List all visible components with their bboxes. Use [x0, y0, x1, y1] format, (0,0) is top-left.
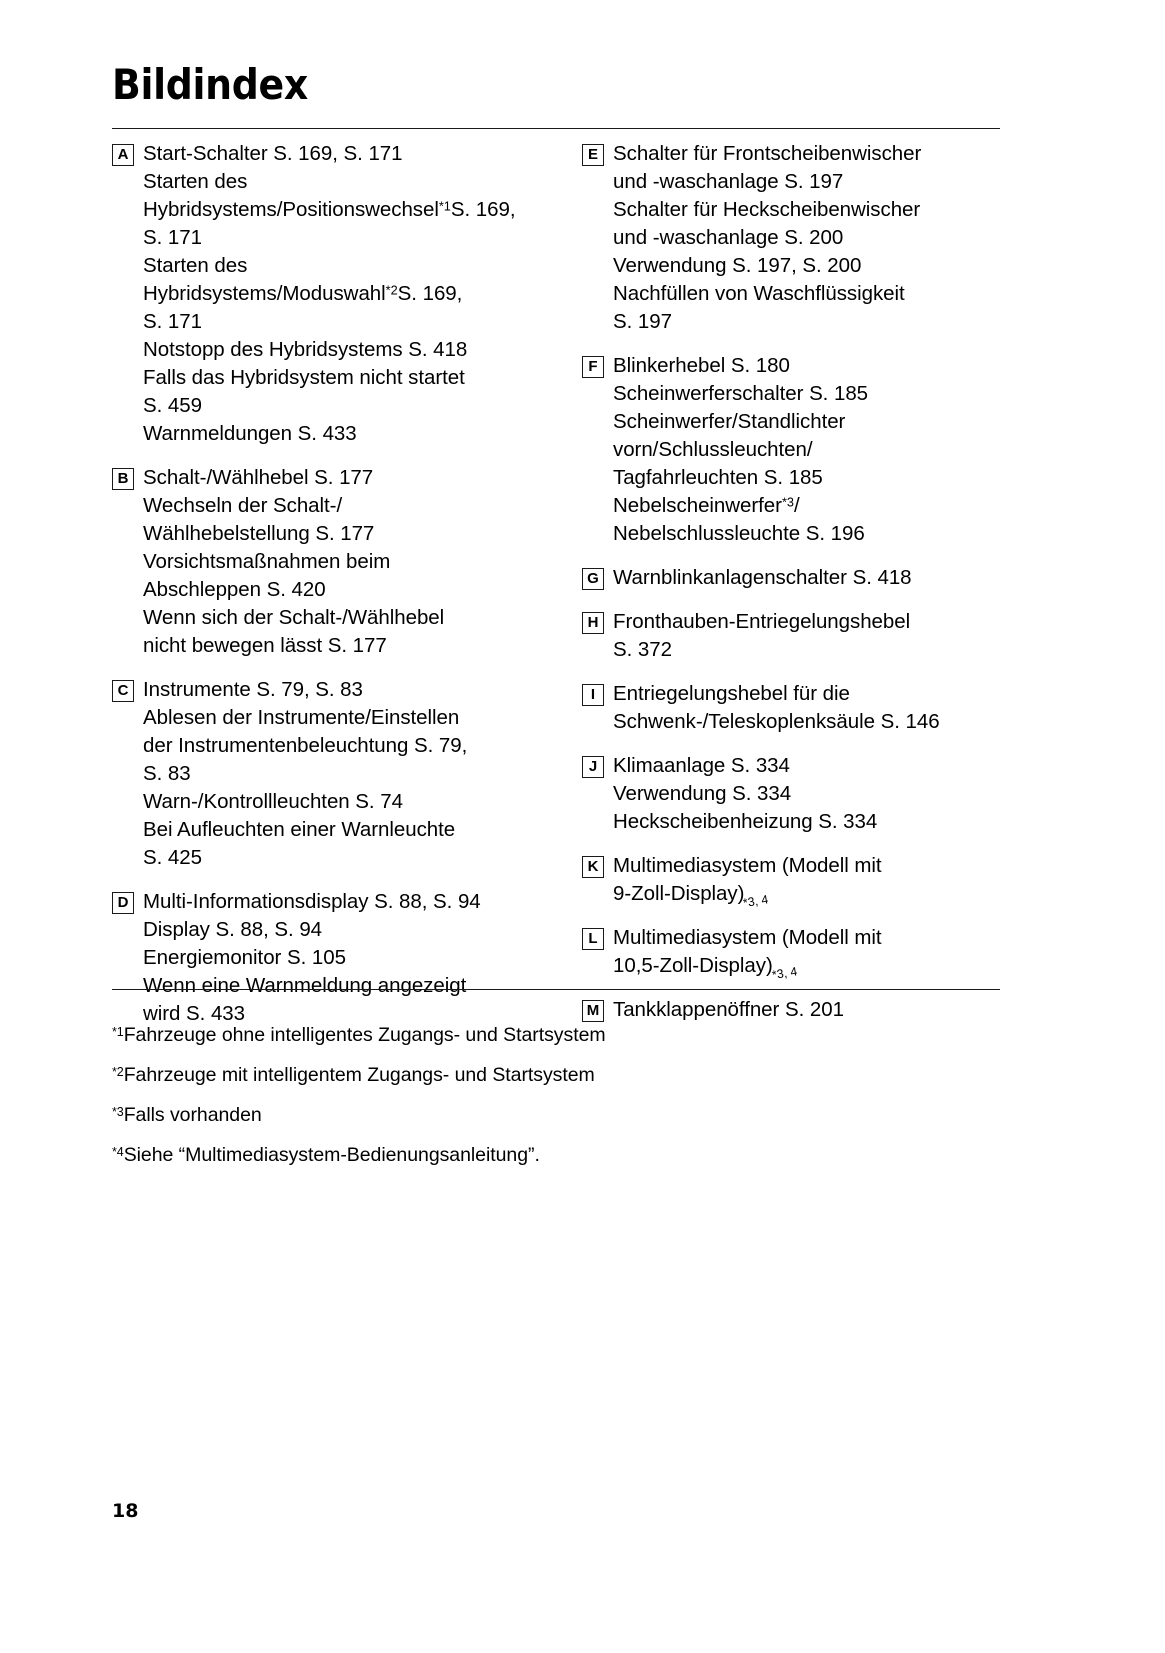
footnote-reference: *3, 4	[742, 892, 770, 911]
entry-text-block	[613, 680, 1004, 736]
entry-sub-line	[613, 436, 1004, 464]
entry-sub-line	[143, 168, 572, 196]
index-entry	[582, 924, 1004, 983]
footnote-marker: *1	[112, 1024, 124, 1039]
entry-marker: C	[112, 680, 134, 702]
entry-heading-line	[613, 352, 1004, 380]
entry-marker: L	[582, 928, 604, 950]
entry-line-text: Nachfüllen von Waschflüssigkeit	[613, 282, 905, 305]
entry-text-block	[143, 140, 572, 448]
entry-line-text: Verwendung S. 334	[613, 782, 792, 805]
entry-sub-line	[613, 636, 1004, 664]
entry-sub-line	[613, 252, 1004, 280]
entry-line-text: Schalter für Heckscheibenwischer	[613, 198, 921, 221]
entry-marker: D	[112, 892, 134, 914]
entry-line-text: Blinkerhebel S. 180	[613, 354, 790, 377]
entry-sub-line	[143, 604, 572, 632]
entry-line-text: Tankklappenöffner S. 201	[613, 998, 844, 1021]
entry-sub-line	[143, 944, 572, 972]
entry-sub-line	[143, 916, 572, 944]
entry-line-text: Wählhebelstellung S. 177	[143, 522, 375, 545]
entry-line-text: vorn/Schlussleuchten/	[613, 438, 813, 461]
page-title: Bildindex	[112, 60, 308, 110]
entry-heading-line	[143, 888, 572, 916]
entry-line-text: S. 197	[613, 310, 672, 333]
footnote-text: Falls vorhanden	[123, 1104, 262, 1126]
footnote-item	[112, 1022, 1012, 1048]
footnote-reference: *2	[385, 282, 398, 298]
entry-line-text: Instrumente S. 79, S. 83	[143, 678, 363, 701]
entry-sub-line	[143, 196, 572, 224]
footer-divider	[112, 989, 1000, 990]
entry-heading-line	[613, 564, 1004, 592]
entry-sub-line	[613, 880, 1004, 911]
entry-sub-line	[143, 972, 572, 1000]
entry-sub-line	[613, 520, 1004, 548]
page-number: 18	[112, 1500, 139, 1522]
entry-sub-line	[613, 308, 1004, 336]
entry-heading-line	[613, 608, 1004, 636]
entry-line-text: Fronthauben-Entriegelungshebel	[613, 610, 911, 633]
entry-line-text: Ablesen der Instrumente/Einstellen	[143, 706, 460, 729]
entry-text-block	[613, 852, 1004, 911]
entry-sub-line	[143, 732, 572, 760]
footnote-item	[112, 1062, 1012, 1088]
entry-marker: B	[112, 468, 134, 490]
entry-line-text: S. 459	[143, 394, 202, 417]
entry-marker: K	[582, 856, 604, 878]
entry-line-text: Hybridsystems/Moduswahl	[143, 282, 386, 305]
index-column-right	[582, 140, 1004, 1028]
entry-line-text: Multimediasystem (Modell mit	[613, 926, 882, 949]
entry-heading-line	[613, 680, 1004, 708]
index-entry	[112, 676, 572, 872]
entry-text-block	[143, 888, 572, 1028]
index-entry	[582, 352, 1004, 548]
footnote-text: Siehe “Multimediasystem-Bedienungsanleitung”.	[123, 1144, 540, 1166]
entry-line-text: Warnmeldungen S. 433	[143, 422, 357, 445]
entry-sub-line	[613, 196, 1004, 224]
entry-line-text: S. 171	[143, 310, 202, 333]
index-entry	[582, 680, 1004, 736]
entry-line-text: Start-Schalter S. 169, S. 171	[143, 142, 403, 165]
entry-line-text: Wechseln der Schalt-/	[143, 494, 343, 517]
header-divider	[112, 128, 1000, 129]
footnote-reference: *1	[438, 198, 451, 214]
entry-line-text: S. 425	[143, 846, 202, 869]
entry-sub-line	[613, 780, 1004, 808]
footnote-marker: *4	[112, 1144, 124, 1159]
entry-line-text: S. 83	[143, 762, 191, 785]
entry-sub-line	[143, 520, 572, 548]
index-entry	[582, 608, 1004, 664]
entry-line-text: Bei Aufleuchten einer Warnleuchte	[143, 818, 456, 841]
entry-text-block	[613, 140, 1004, 336]
entry-line-text: Warnblinkanlagenschalter S. 418	[613, 566, 912, 589]
entry-sub-line	[143, 280, 572, 308]
entry-text-block	[613, 564, 1004, 592]
index-columns	[112, 140, 1004, 1028]
entry-heading-line	[613, 924, 1004, 952]
entry-sub-line	[143, 308, 572, 336]
entry-line-text: 10,5-Zoll-Display)	[613, 954, 773, 977]
entry-line-text: Heckscheibenheizung S. 334	[613, 810, 878, 833]
footnote-list	[112, 1022, 1012, 1168]
index-entry	[582, 752, 1004, 836]
entry-heading-line	[613, 852, 1004, 880]
entry-line-text: wird S. 433	[143, 1002, 246, 1025]
entry-line-text: der Instrumentenbeleuchtung S. 79,	[143, 734, 468, 757]
entry-line-text: Multi-Informationsdisplay S. 88, S. 94	[143, 890, 481, 913]
entry-sub-line	[143, 224, 572, 252]
entry-line-text: Nebelscheinwerfer	[613, 494, 782, 517]
entry-sub-line	[613, 380, 1004, 408]
entry-line-text: Abschleppen S. 420	[143, 578, 326, 601]
entry-line-text: Notstopp des Hybridsystems S. 418	[143, 338, 468, 361]
entry-marker: J	[582, 756, 604, 778]
entry-sub-line	[143, 392, 572, 420]
entry-marker: E	[582, 144, 604, 166]
entry-heading-line	[143, 140, 572, 168]
entry-line-text: Entriegelungshebel für die	[613, 682, 850, 705]
entry-line-text: Tagfahrleuchten S. 185	[613, 466, 823, 489]
entry-line-text: Falls das Hybridsystem nicht startet	[143, 366, 465, 389]
entry-line-text: und -waschanlage S. 197	[613, 170, 844, 193]
entry-text-block	[613, 924, 1004, 983]
index-entry	[582, 140, 1004, 336]
entry-sub-line	[613, 492, 1004, 520]
entry-sub-line	[613, 168, 1004, 196]
entry-marker: M	[582, 1000, 604, 1022]
entry-sub-line	[143, 492, 572, 520]
entry-sub-line	[143, 420, 572, 448]
entry-line-text: Starten des	[143, 170, 248, 193]
entry-heading-line	[143, 676, 572, 704]
entry-line-text: S. 372	[613, 638, 672, 661]
entry-text-block	[613, 996, 1004, 1024]
entry-line-text: Warn-/Kontrollleuchten S. 74	[143, 790, 403, 813]
footnote-reference: *3	[781, 494, 794, 510]
index-entry	[112, 140, 572, 448]
footnote-text: Fahrzeuge ohne intelligentes Zugangs- und Startsystem	[123, 1024, 606, 1046]
entry-heading-line	[613, 140, 1004, 168]
index-entry	[582, 564, 1004, 592]
entry-line-text: Starten des	[143, 254, 248, 277]
entry-sub-line	[613, 224, 1004, 252]
entry-heading-line	[613, 752, 1004, 780]
index-entry	[582, 996, 1004, 1024]
entry-line-text: Schalter für Frontscheibenwischer	[613, 142, 922, 165]
entry-line-text: Scheinwerfer/Standlichter	[613, 410, 846, 433]
entry-heading-line	[143, 464, 572, 492]
entry-marker: F	[582, 356, 604, 378]
entry-sub-line	[143, 704, 572, 732]
entry-sub-line	[143, 844, 572, 872]
entry-line-text: Energiemonitor S. 105	[143, 946, 346, 969]
footnote-text: Fahrzeuge mit intelligentem Zugangs- und Startsystem	[123, 1064, 595, 1086]
entry-text-block	[143, 676, 572, 872]
entry-marker: G	[582, 568, 604, 590]
entry-sub-line	[143, 336, 572, 364]
footnote-marker: *2	[112, 1064, 124, 1079]
entry-line-text: Multimediasystem (Modell mit	[613, 854, 882, 877]
entry-line-suffix: S. 169,	[450, 198, 516, 221]
entry-line-text: Schalt-/Wählhebel S. 177	[143, 466, 374, 489]
index-entry	[112, 888, 572, 1028]
entry-sub-line	[613, 408, 1004, 436]
entry-sub-line	[143, 632, 572, 660]
entry-text-block	[613, 608, 1004, 664]
entry-line-text: Hybridsystems/Positionswechsel	[143, 198, 439, 221]
entry-line-text: 9-Zoll-Display)	[613, 882, 745, 905]
entry-heading-line	[613, 996, 1004, 1024]
entry-line-text: Nebelschlussleuchte S. 196	[613, 522, 865, 545]
entry-sub-line	[143, 364, 572, 392]
entry-marker: I	[582, 684, 604, 706]
entry-sub-line	[143, 576, 572, 604]
footnote-item	[112, 1142, 1012, 1168]
entry-marker: H	[582, 612, 604, 634]
entry-line-text: Schwenk-/Teleskoplenksäule S. 146	[613, 710, 940, 733]
entry-line-text: Wenn eine Warnmeldung angezeigt	[143, 974, 467, 997]
entry-sub-line	[143, 548, 572, 576]
index-entry	[582, 852, 1004, 911]
entry-text-block	[613, 352, 1004, 548]
index-entry	[112, 464, 572, 660]
entry-sub-line	[143, 816, 572, 844]
entry-line-text: Verwendung S. 197, S. 200	[613, 254, 862, 277]
entry-text-block	[143, 464, 572, 660]
entry-line-text: Wenn sich der Schalt-/Wählhebel	[143, 606, 445, 629]
entry-sub-line	[613, 808, 1004, 836]
entry-line-suffix: /	[793, 494, 800, 517]
entry-sub-line	[143, 760, 572, 788]
footnote-reference: *3, 4	[770, 964, 798, 983]
entry-marker: A	[112, 144, 134, 166]
entry-line-text: Display S. 88, S. 94	[143, 918, 323, 941]
footnote-item	[112, 1102, 1012, 1128]
entry-sub-line	[613, 708, 1004, 736]
entry-sub-line	[143, 788, 572, 816]
entry-line-text: Scheinwerferschalter S. 185	[613, 382, 869, 405]
entry-line-text: nicht bewegen lässt S. 177	[143, 634, 387, 657]
entry-sub-line	[143, 252, 572, 280]
entry-line-text: S. 171	[143, 226, 202, 249]
entry-line-text: Klimaanlage S. 334	[613, 754, 790, 777]
footnote-marker: *3	[112, 1104, 124, 1119]
index-column-left	[112, 140, 582, 1028]
entry-line-text: und -waschanlage S. 200	[613, 226, 844, 249]
entry-sub-line	[613, 952, 1004, 983]
entry-text-block	[613, 752, 1004, 836]
entry-line-text: Vorsichtsmaßnahmen beim	[143, 550, 391, 573]
entry-sub-line	[613, 464, 1004, 492]
entry-sub-line	[613, 280, 1004, 308]
entry-line-suffix: S. 169,	[397, 282, 463, 305]
